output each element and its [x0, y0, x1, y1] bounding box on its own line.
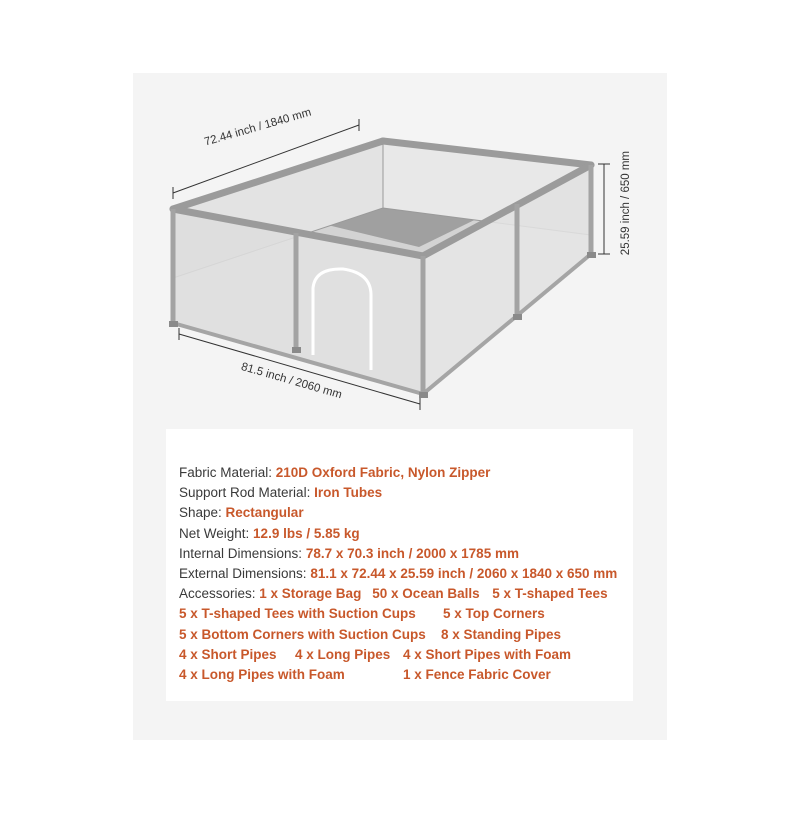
- accessory-item: 1 x Fence Fabric Cover: [403, 666, 551, 682]
- spec-value: 12.9 lbs / 5.85 kg: [253, 525, 360, 541]
- accessory-item: 5 x Bottom Corners with Suction Cups: [179, 626, 426, 642]
- accessory-item: 5 x T-shaped Tees: [492, 586, 608, 602]
- accessory-item: 1 x Storage Bag: [259, 586, 362, 602]
- spec-external-dimensions: [179, 564, 633, 584]
- spec-shape: [179, 503, 633, 523]
- specifications-card: [166, 429, 633, 701]
- spec-label: Internal Dimensions:: [179, 545, 306, 561]
- accessory-item: 5 x T-shaped Tees with Suction Cups: [179, 606, 416, 622]
- spec-value: 78.7 x 70.3 inch / 2000 x 1785 mm: [305, 545, 519, 561]
- accessory-item: 4 x Short Pipes with Foam: [403, 646, 572, 662]
- accessory-item: 4 x Long Pipes with Foam: [179, 666, 345, 682]
- spec-accessories: [179, 584, 633, 604]
- spec-label: Shape:: [179, 505, 226, 521]
- spec-value: Rectangular: [225, 505, 304, 521]
- spec-label: Fabric Material:: [179, 465, 276, 480]
- spec-accessories-row: [179, 625, 633, 645]
- accessory-item: 50 x Ocean Balls: [372, 586, 480, 602]
- spec-value: 81.1 x 72.44 x 25.59 inch / 2060 x 1840 x 650 mm: [310, 565, 618, 581]
- spec-accessories-row: [179, 665, 633, 685]
- spec-label: Accessories:: [179, 586, 260, 602]
- spec-value: Iron Tubes: [314, 485, 383, 501]
- width-dimension-label: 72.44 inch / 1840 mm: [203, 106, 313, 149]
- spec-label: Net Weight:: [179, 525, 254, 541]
- accessory-item: 4 x Long Pipes: [295, 646, 391, 662]
- playpen-illustration: [133, 73, 667, 433]
- spec-rod: [179, 483, 633, 503]
- spec-internal-dimensions: [179, 544, 633, 564]
- accessory-item: 4 x Short Pipes: [179, 646, 277, 662]
- spec-accessories-row: [179, 645, 633, 665]
- accessory-item: 8 x Standing Pipes: [441, 626, 562, 642]
- product-panel: [133, 73, 667, 740]
- spec-weight: [179, 524, 633, 544]
- spec-fabric: [179, 463, 633, 483]
- spec-label: Support Rod Material:: [179, 485, 315, 501]
- accessory-item: 5 x Top Corners: [443, 606, 545, 622]
- length-dimension-label: 81.5 inch / 2060 mm: [239, 361, 344, 402]
- spec-accessories-row: [179, 604, 633, 624]
- height-dimension-label: 25.59 inch / 650 mm: [620, 151, 632, 256]
- spec-value: 210D Oxford Fabric, Nylon Zipper: [275, 465, 491, 480]
- spec-label: External Dimensions:: [179, 565, 311, 581]
